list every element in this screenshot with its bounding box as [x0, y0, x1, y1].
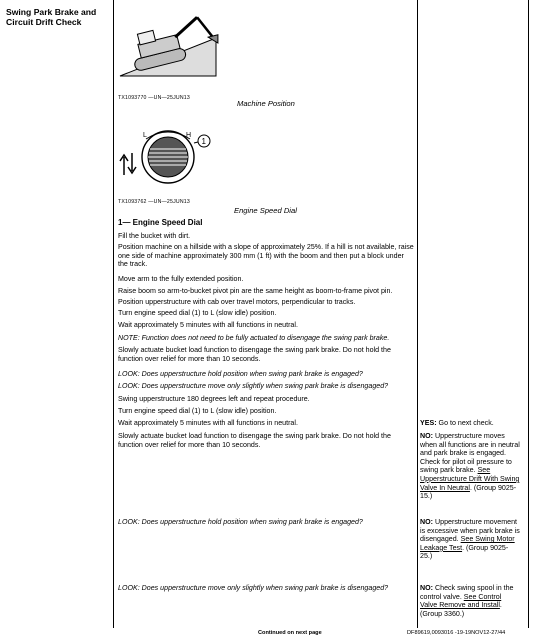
excavator-on-slope-illustration [116, 8, 226, 80]
procedure-line: Position machine on a hillside with a slope of approximately 25%. If a hill is not available, raise one side of machine approximately 300 mm (1 ft) with the boom and then put a block under the track. [118, 243, 414, 269]
dial-label-high: H [186, 132, 192, 139]
figure-caption: Engine Speed Dial [234, 206, 297, 215]
link-upperstructure-drift[interactable]: See Upperstructure Drift With Swing Valve In Neutral [420, 466, 520, 492]
result-no-leakage: NO: Upperstructure movement is excessive when park brake is disengaged. See Swing Motor Leakage Test. (Group 9025-25.) [420, 518, 520, 561]
procedure-line: Move arm to the fully extended position. [118, 275, 244, 283]
engine-speed-dial-illustration [116, 113, 216, 193]
footer-continued: Continued on next page [258, 630, 322, 636]
footer-doc-id: DF89619,0093016 -19-19NOV12-27/44 [407, 630, 506, 636]
section-title: Swing Park Brake and Circuit Drift Check [6, 7, 97, 27]
look-line: LOOK: Does upperstructure move only slightly when swing park brake is disengaged? [118, 382, 389, 390]
figure-code: TX1093770 —UN—25JUN13 [118, 95, 190, 101]
look-line: LOOK: Does upperstructure hold position when swing park brake is engaged? [118, 370, 363, 378]
link-control-valve[interactable]: See Control Valve Remove and Install [420, 592, 502, 610]
figure-code: TX1093762 —UN—25JUN13 [118, 199, 190, 205]
figure-caption: Machine Position [237, 99, 295, 108]
procedure-line: Raise boom so arm-to-bucket pivot pin are the same height as boom-to-frame pivot pin. [118, 287, 393, 295]
column-divider-left [113, 0, 114, 628]
dial-label-low: L [143, 132, 147, 139]
procedure-line: Turn engine speed dial (1) to L (slow idle) position. [118, 407, 277, 415]
procedure-line: Wait approximately 5 minutes with all functions in neutral. [118, 419, 298, 427]
procedure-line: Wait approximately 5 minutes with all functions in neutral. [118, 321, 298, 329]
procedure-line: Fill the bucket with dirt. [118, 232, 191, 240]
link-swing-motor-leakage[interactable]: See Swing Motor Leakage Test [420, 535, 515, 552]
result-yes: YES: Go to next check. [420, 419, 494, 427]
column-divider-right [417, 0, 418, 628]
result-no-spool: NO: Check swing spool in the control valve. See Control Valve Remove and Install. (Group 3360.) [420, 584, 514, 618]
look-line: LOOK: Does upperstructure hold position when swing park brake is engaged? [118, 518, 363, 526]
callout-number: 1 [201, 137, 206, 146]
column-divider-edge [528, 0, 529, 628]
procedure-line: Slowly actuate bucket load function to disengage the swing park brake. Do not hold the function over relief for more than 10 seconds. [118, 346, 391, 363]
look-line: LOOK: Does upperstructure move only slightly when swing park brake is disengaged? [118, 584, 389, 592]
procedure-line: Slowly actuate bucket load function to disengage the swing park brake. Do not hold the function over relief for more than 10 seconds. [118, 432, 391, 449]
procedure-line: Turn engine speed dial (1) to L (slow idle) position. [118, 309, 277, 317]
procedure-line: Swing upperstructure 180 degrees left and repeat procedure. [118, 395, 310, 403]
step-heading: 1— Engine Speed Dial [118, 218, 203, 227]
result-no-drift: NO: Upperstructure moves when all functions are in neutral and park brake is engaged. Check for pilot oil pressure to swing park brake. See Upperstructure Drift With Swing Valve In Neutral. (Group 9025-15.) [420, 432, 520, 501]
note-line: NOTE: Function does not need to be fully actuated to disengage the swing park brake. [118, 334, 390, 342]
procedure-line: Position upperstructure with cab over travel motors, perpendicular to tracks. [118, 298, 356, 306]
